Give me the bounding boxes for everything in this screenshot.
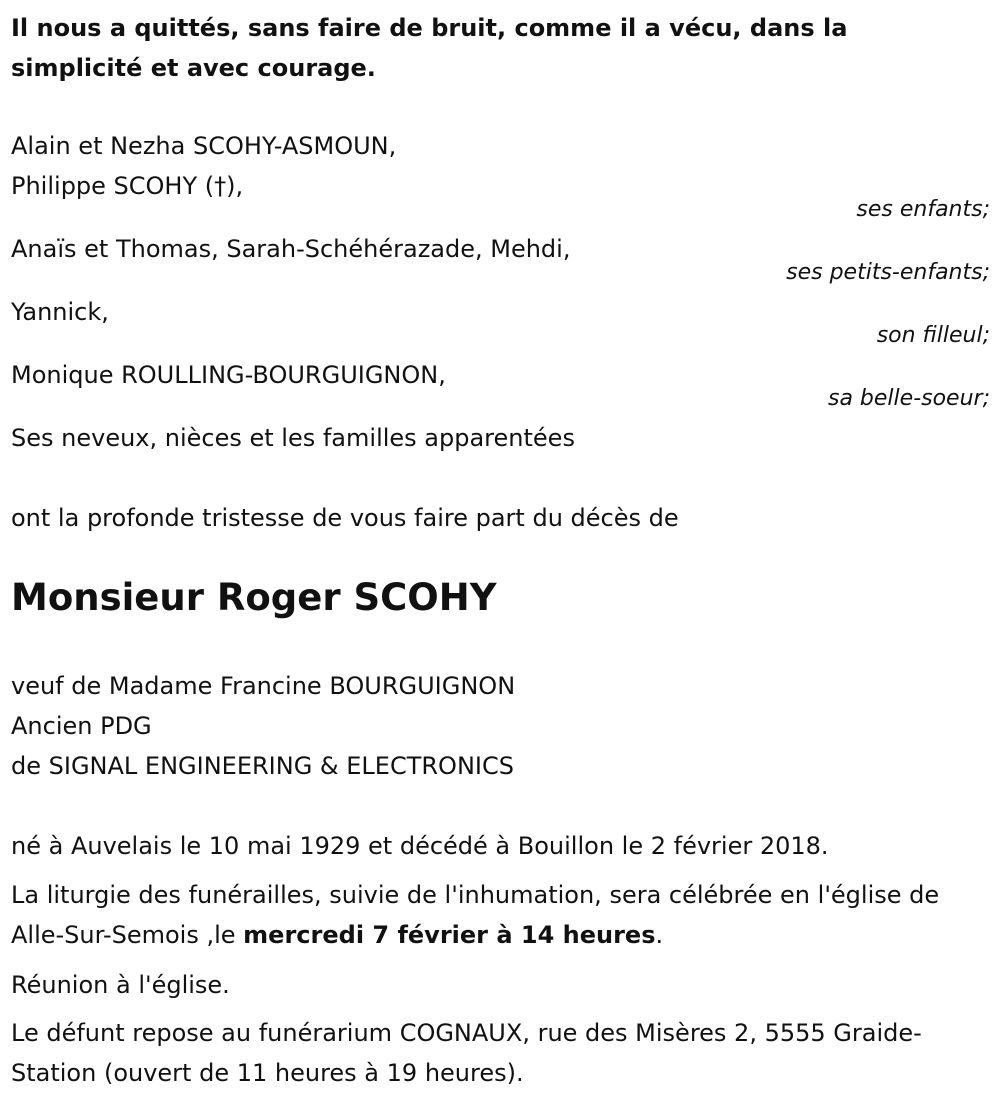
family-sister-in-law: Monique ROULLING-BOURGUIGNON, [11,361,446,389]
family-children-line1: Alain et Nezha SCOHY-ASMOUN, [11,132,397,160]
liturgy-paragraph [11,875,991,955]
family-godson: Yannick, [11,298,109,326]
liturgy-suffix: . [655,921,664,949]
detail-widower: veuf de Madame Francine BOURGUIGNON [11,672,516,700]
intro-text: Il nous a quittés, sans faire de bruit, comme il a vécu, dans la simplicité et avec courage. [11,14,848,82]
meeting-text: Réunion à l'église. [11,971,230,999]
birth-death-text: né à Auvelais le 10 mai 1929 et décédé à Bouillon le 2 février 2018. [11,832,829,860]
announcement-text: ont la profonde tristesse de vous faire part du décès de [11,504,679,532]
family-grandchildren: Anaïs et Thomas, Sarah-Schéhérazade, Mehdi, [11,235,571,263]
family-others: Ses neveux, nièces et les familles apparentées [11,424,575,452]
role-children: ses enfants; [856,197,990,222]
liturgy-date: mercredi 7 février à 14 heures [243,921,656,949]
role-grandchildren: ses petits-enfants; [786,260,990,285]
liturgy-prefix: La liturgie des funérailles, suivie de l'inhumation, sera célébrée en l'église de Alle-Sur-Semois ,le [11,881,940,949]
family-children-line2: Philippe SCOHY (†), [11,172,244,200]
deceased-name: Monsieur Roger SCOHY [11,576,497,619]
role-sister-in-law: sa belle-soeur; [828,386,990,411]
detail-company: de SIGNAL ENGINEERING & ELECTRONICS [11,752,514,780]
role-godson: son filleul; [876,323,990,348]
detail-title: Ancien PDG [11,712,152,740]
funeral-home-text: Le défunt repose au funérarium COGNAUX, rue des Misères 2, 5555 Graide-Station (ouvert de 11 heures à 19 heures). [11,1019,922,1087]
